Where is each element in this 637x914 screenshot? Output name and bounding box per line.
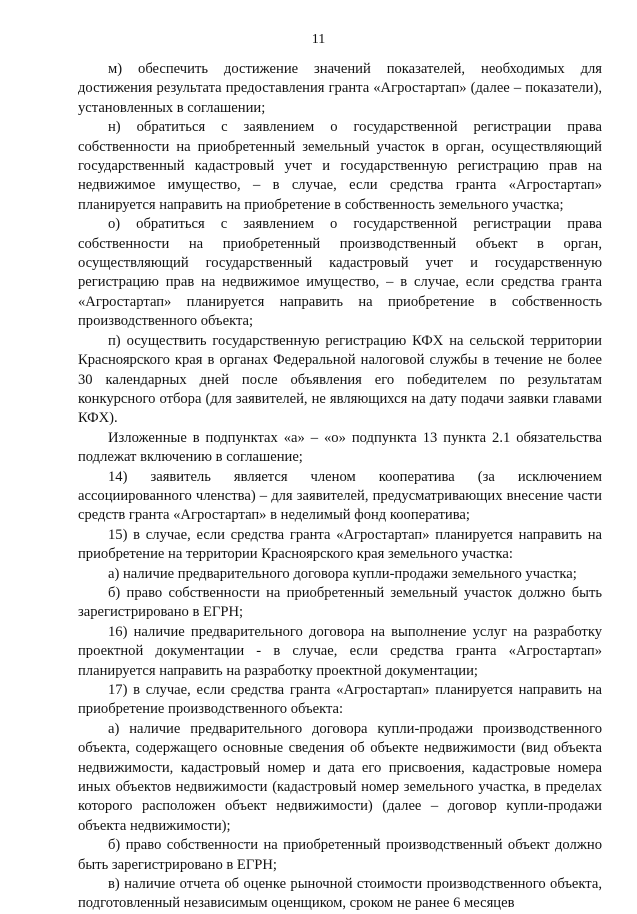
page-number: 11 <box>311 32 326 47</box>
paragraph-17v: в) наличие отчета об оценке рыночной стоимости производственного объекта, подготовленный независимым оценщиком, сроком не ранее 6 месяцев <box>78 876 602 912</box>
paragraph-15b: б) право собственности на приобретенный земельный участок должно быть зарегистрировано в ЕГРН; <box>78 584 602 621</box>
paragraph-14: 14) заявитель является членом кооператива (за исключением ассоциированного членства) – для заявителей, предусматривающих внесение части средств гранта «Агростартап» в неделимый фонд кооператива; <box>78 468 602 524</box>
paragraph-16: 16) наличие предварительного договора на выполнение услуг на разработку проектной документации - в случае, если средства гранта «Агростартап» планируется направить на разработку проектной документации; <box>78 623 602 679</box>
paragraph-15a: а) наличие предварительного договора купли-продажи земельного участка; <box>108 565 577 582</box>
paragraph-15: 15) в случае, если средства гранта «Агростартап» планируется направить на приобретение на территории Красноярского края земельного участка: <box>78 526 602 563</box>
paragraph-p: п) осуществить государственную регистрацию КФХ на сельской территории Красноярского края в органах Федеральной налоговой службы в течение не более 30 календарных дней после объявления его победителем по результатам конкурсного отбора (для заявителей, не являющихся на дату подачи заявки главами КФХ). <box>78 332 602 427</box>
paragraph-n: н) обратиться с заявлением о государственной регистрации права собственности на приобретенный земельный участок в орган, осуществляющий государственный кадастровый учет и государственную регистрацию прав на недвижимое имущество, – в случае, если средства гранта «Агростартап» планируется направить на приобретение в собственность земельного участка; <box>78 119 602 213</box>
paragraph-o: о) обратиться с заявлением о государственной регистрации права собственности на приобретенный производственный объект в орган, осуществляющий государственный кадастровый учет и государственную регистрацию прав на недвижимое имущество, – в случае, если средства гранта «Агростартап» планируется направить на приобретение в собственность производственного объекта; <box>78 216 602 330</box>
paragraph-17b: б) право собственности на приобретенный производственный объект должно быть зарегистрировано в ЕГРН; <box>78 837 602 873</box>
paragraph-m: м) обеспечить достижение значений показателей, необходимых для достижения результата предоставления гранта «Агростартап» (далее – показатели), установленных в соглашении; <box>78 61 602 116</box>
document-body <box>78 60 602 914</box>
paragraph-obligations-note: Изложенные в подпунктах «а» – «о» подпункта 13 пункта 2.1 обязательства подлежат включению в соглашение; <box>78 429 602 466</box>
paragraph-17: 17) в случае, если средства гранта «Агростартап» планируется направить на приобретение производственного объекта: <box>78 682 602 718</box>
paragraph-17a: а) наличие предварительного договора купли-продажи производственного объекта, содержащего основные сведения об объекте недвижимости (вид объекта недвижимости, кадастровый номер и дата его присвоения, кадастровые номера иных объектов недвижимости (кадастровый номер земельного участка, в пределах которого расположен объект недвижимости) (далее – договор купли-продажи объекта недвижимости); <box>78 720 602 834</box>
